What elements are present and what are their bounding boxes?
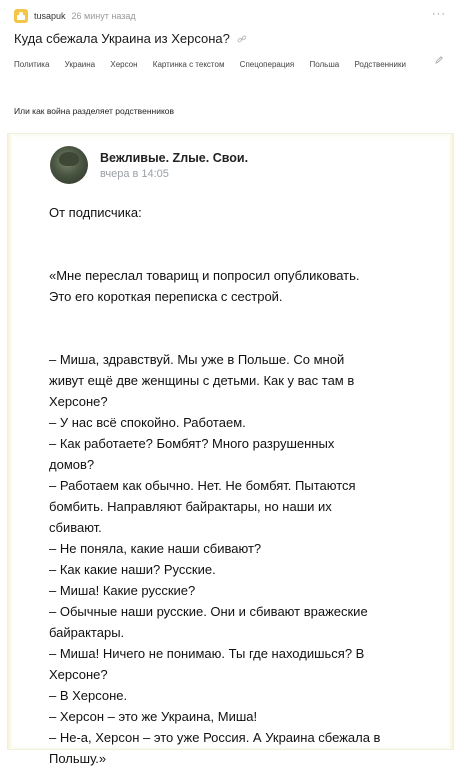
message-line: «Мне переслал товарищ и попросил опубликовать. [49, 268, 360, 283]
post-title-row [14, 31, 247, 46]
message-line: – Работаем как обычно. Нет. Не бомбят. Пытаются [49, 478, 356, 493]
message-line: – Миша! Какие русские? [49, 583, 196, 598]
message-line: – Обычные наши русские. Они и сбивают вражеские [49, 604, 368, 619]
tag-special-operation[interactable]: Спецоперация [239, 60, 295, 69]
post-time: 26 минут назад [71, 11, 136, 21]
channel-header [50, 146, 248, 184]
message-line: – Херсон – это же Украина, Миша! [49, 709, 258, 724]
message-line: – Миша! Ничего не понимаю. Ты где находишься? В [49, 646, 365, 661]
message-line: живут ещё две женщины с детьми. Как у вас там в [49, 373, 355, 388]
tag-picture-with-text[interactable]: Картинка с текстом [152, 60, 225, 69]
author-avatar[interactable] [14, 9, 28, 23]
tag-ukraine[interactable]: Украина [64, 60, 96, 69]
message-line: Херсоне? [49, 667, 108, 682]
channel-date: вчера в 14:05 [100, 167, 169, 180]
message-line: сбивают. [49, 520, 102, 535]
tag-poland[interactable]: Польша [309, 60, 340, 69]
message-line: – У нас всё спокойно. Работаем. [49, 415, 246, 430]
post-subtitle: Или как война разделяет родственников [14, 106, 175, 116]
message-line: домов? [49, 457, 95, 472]
message-line: Это его короткая переписка с сестрой. [49, 289, 283, 304]
tag-relatives[interactable]: Родственники [354, 60, 406, 69]
more-options-button[interactable]: ··· [432, 8, 446, 20]
message-line: От подписчика: [49, 205, 142, 220]
channel-avatar [50, 146, 88, 184]
message-line: – Как работаете? Бомбят? Много разрушенных [49, 436, 335, 451]
link-icon[interactable] [237, 34, 247, 44]
message-line: – Не поняла, какие наши сбивают? [49, 541, 262, 556]
message-line: – Не-а, Херсон – это уже Россия. А Украина сбежала в [49, 730, 381, 745]
tag-politics[interactable]: Политика [14, 60, 50, 69]
message-line: байрактары. [49, 625, 125, 640]
author-name[interactable]: tusapuk [34, 11, 66, 21]
message-line: – Как какие наши? Русские. [49, 562, 216, 577]
message-line: – Миша, здравствуй. Мы уже в Польше. Со мной [49, 352, 345, 367]
edit-tags-icon[interactable] [434, 55, 444, 65]
message-line: бомбить. Направляют байрактары, но наши их [49, 499, 332, 514]
author-avatar-icon [16, 11, 26, 21]
message-text [49, 202, 439, 769]
message-line: Польшу.» [49, 751, 107, 766]
tag-list [14, 56, 424, 74]
message-line: – В Херсоне. [49, 688, 128, 703]
tag-kherson[interactable]: Херсон [110, 60, 138, 69]
message-line: Херсоне? [49, 394, 108, 409]
post-image[interactable] [7, 133, 454, 766]
channel-name: Вежливые. Zлые. Свои. [100, 150, 249, 165]
post-title[interactable]: Куда сбежала Украина из Херсона? [14, 31, 230, 46]
post-header [14, 8, 446, 24]
